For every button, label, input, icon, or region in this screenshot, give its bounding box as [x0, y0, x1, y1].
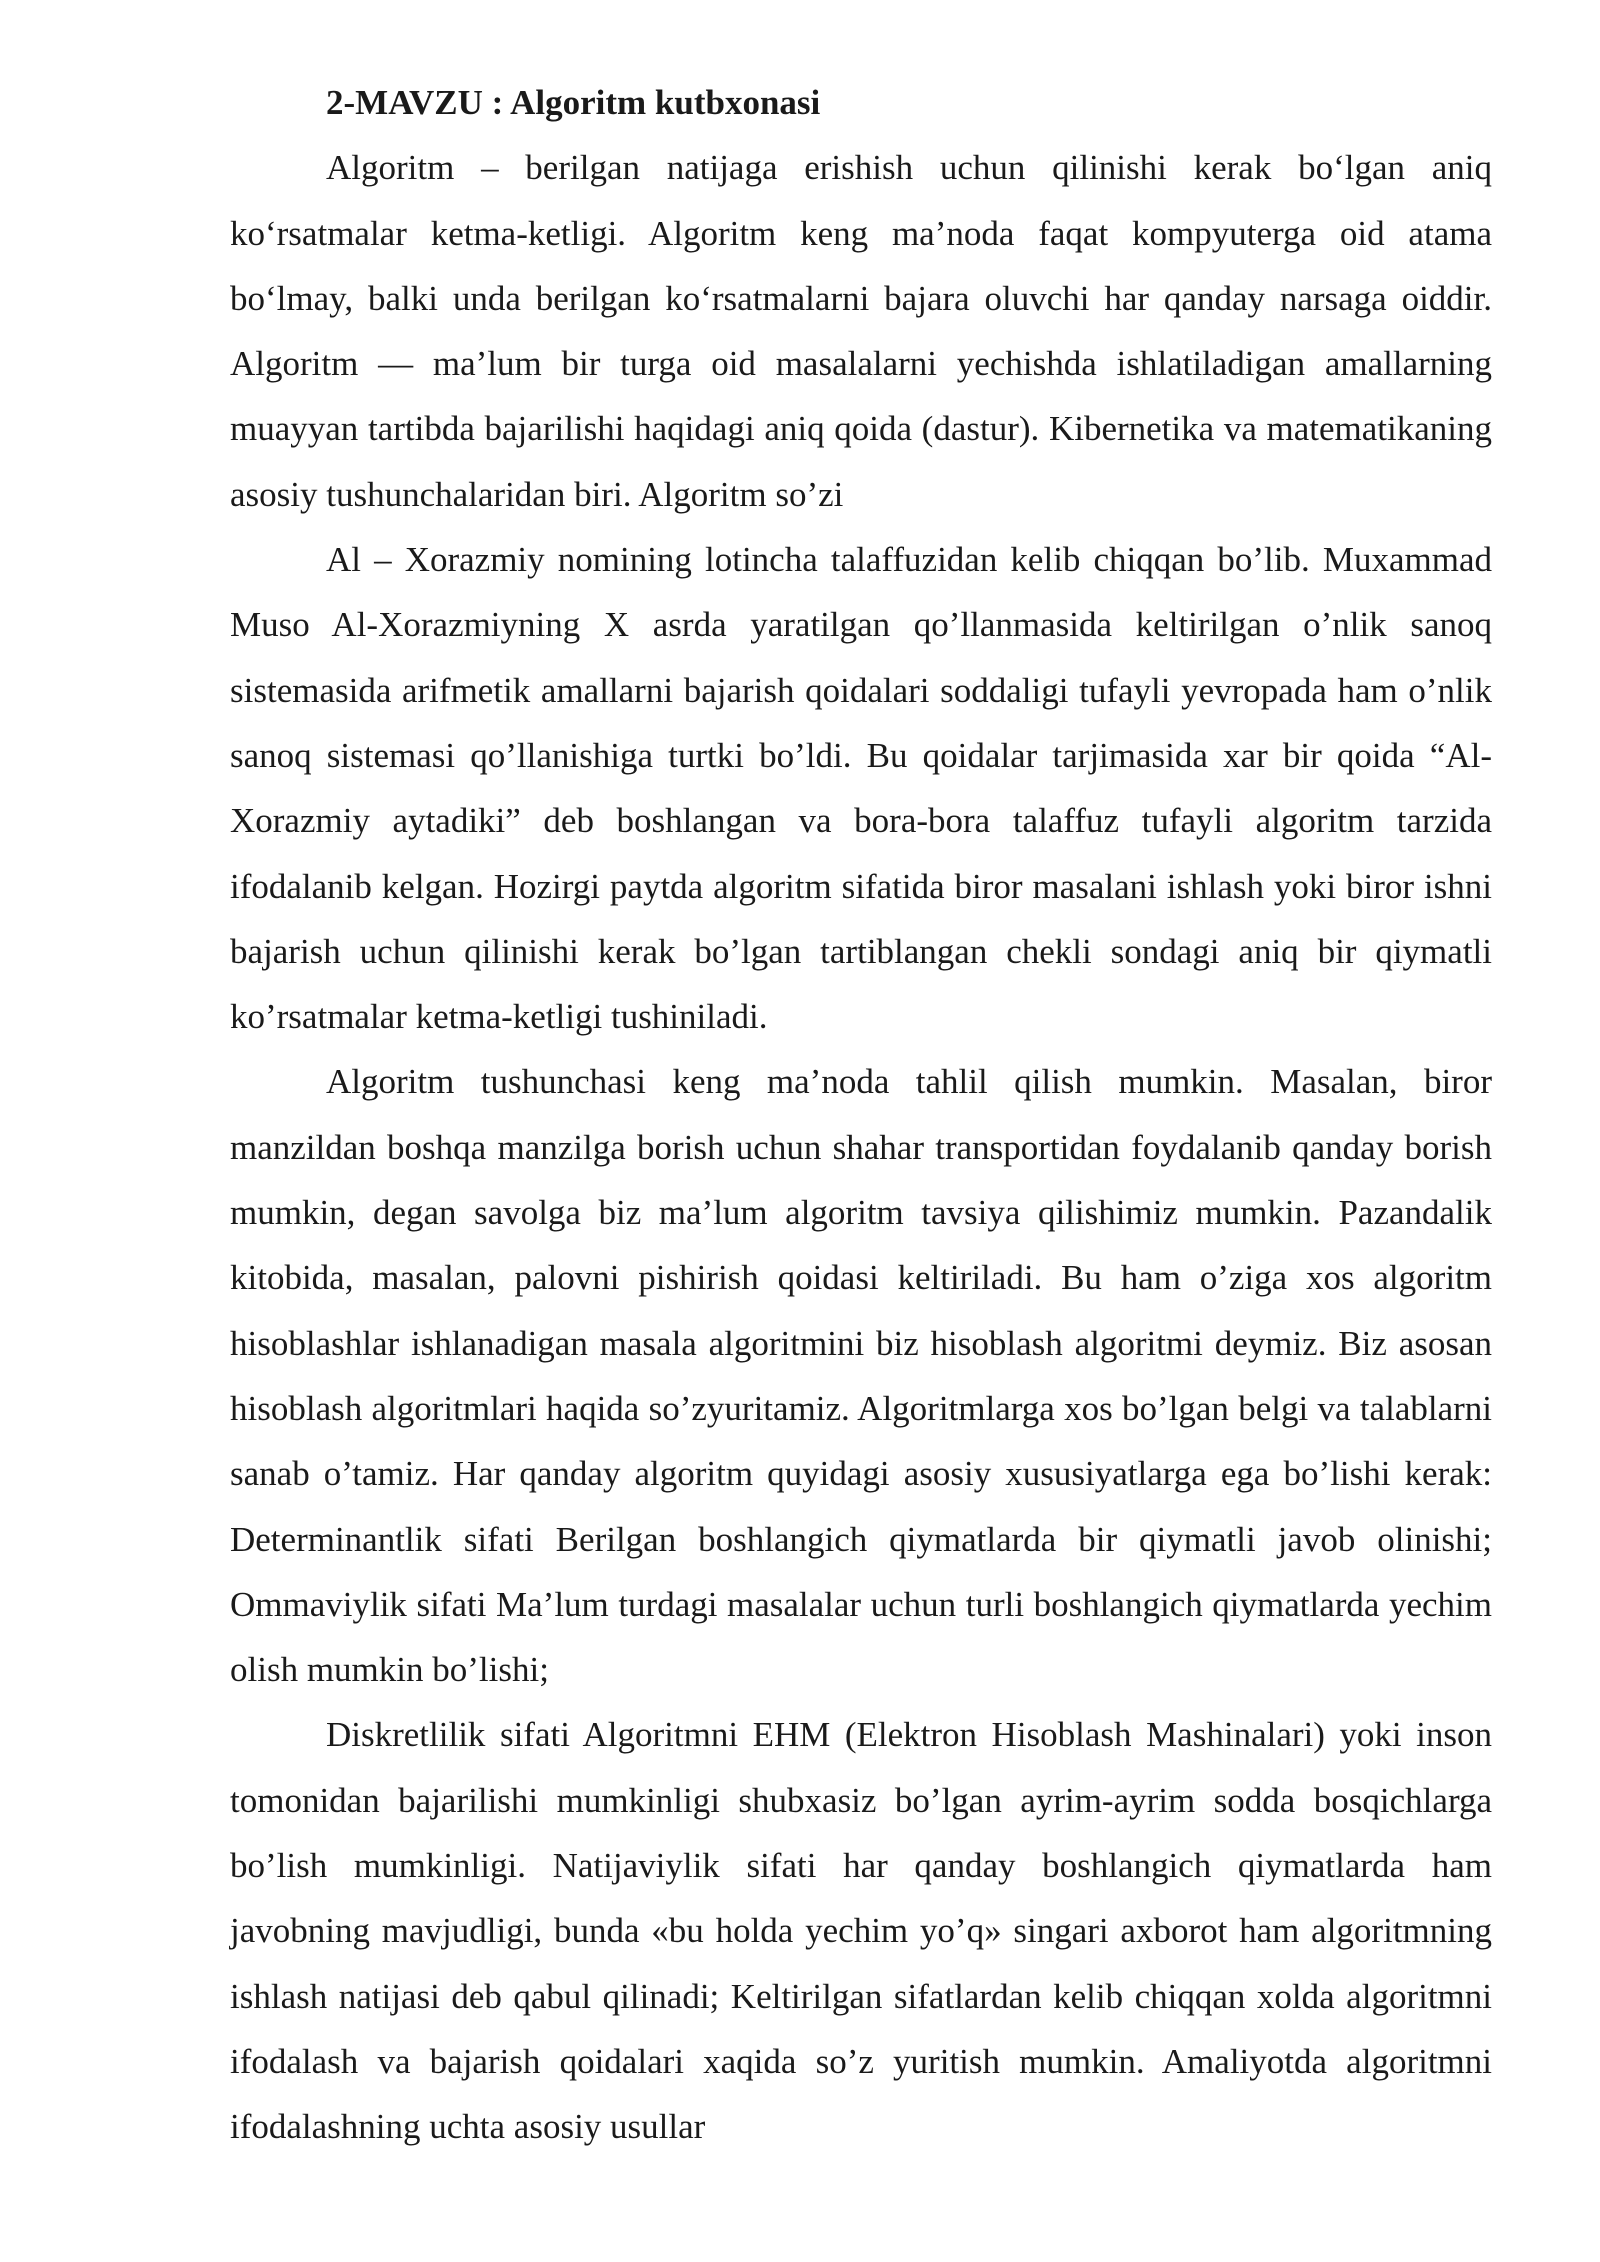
document-title: 2-MAVZU : Algoritm kutbxonasi	[326, 83, 821, 122]
paragraph-2: Al – Xorazmiy nomining lotincha talaffuzidan kelib chiqqan bo’lib. Muxammad Muso Al-Xorazmiyning X asrda yaratilgan qo’llanmasida keltirilgan o’nlik sanoq sistemasida arifmetik amallarni bajarish qoidalari soddaligi tufayli yevropada ham o’nlik sanoq sistemasi qo’llanishiga turtki bo’ldi. Bu qoidalar tarjimasida xar bir qoida “Al-Xorazmiy aytadiki” deb boshlangan va bora-bora talaffuz tufayli algoritm tarzida ifodalanib kelgan. Hozirgi paytda algoritm sifatida biror masalani ishlash yoki biror ishni bajarish uchun qilinishi kerak bo’lgan tartiblangan chekli sondagi aniq bir qiymatli ko’rsatmalar ketma-ketligi tushiniladi.	[230, 540, 1492, 1037]
paragraph-4: Diskretlilik sifati Algoritmni EHM (Elektron Hisoblash Mashinalari) yoki inson tomonidan bajarilishi mumkinligi shubxasiz bo’lgan ayrim-ayrim sodda bosqichlarga bo’lish mumkinligi. Natijaviylik sifati har qanday boshlangich qiymatlarda ham javobning mavjudligi, bunda «bu holda yechim yo’q» singari axborot ham algoritmning ishlash natijasi deb qabul qilinadi; Keltirilgan sifatlardan kelib chiqqan xolda algoritmni ifodalash va bajarish qoidalari xaqida so’z yuritish mumkin. Amaliyotda algoritmni ifodalashning uchta asosiy usullar	[230, 1715, 1492, 2147]
paragraph-1: Algoritm – berilgan natijaga erishish uchun qilinishi kerak bo‘lgan aniq ko‘rsatmalar ketma-ketligi. Algoritm keng ma’noda faqat kompyuterga oid atama bo‘lmay, balki unda berilgan ko‘rsatmalarni bajara oluvchi har qanday narsaga oiddir. Algoritm — ma’lum bir turga oid masalalarni yechishda ishlatiladigan amallarning muayyan tartibda bajarilishi haqidagi aniq qoida (dastur). Kibernetika va matematikaning asosiy tushunchalaridan biri. Algoritm so’zi	[230, 148, 1492, 514]
paragraph-3: Algoritm tushunchasi keng ma’noda tahlil qilish mumkin. Masalan, biror manzildan boshqa manzilga borish uchun shahar transportidan foydalanib qanday borish mumkin, degan savolga biz ma’lum algoritm tavsiya qilishimiz mumkin. Pazandalik kitobida, masalan, palovni pishirish qoidasi keltiriladi. Bu ham o’ziga xos algoritm hisoblashlar ishlanadigan masala algoritmini biz hisoblash algoritmi deymiz. Biz asosan hisoblash algoritmlari haqida so’zyuritamiz. Algoritmlarga xos bo’lgan belgi va talablarni sanab o’tamiz. Har qanday algoritm quyidagi asosiy xususiyatlarga ega bo’lishi kerak: Determinantlik sifati Berilgan boshlangich qiymatlarda bir qiymatli javob olinishi; Ommaviylik sifati Ma’lum turdagi masalalar uchun turli boshlangich qiymatlarda yechim olish mumkin bo’lishi;	[230, 1062, 1492, 1690]
document-page	[230, 70, 1492, 2160]
